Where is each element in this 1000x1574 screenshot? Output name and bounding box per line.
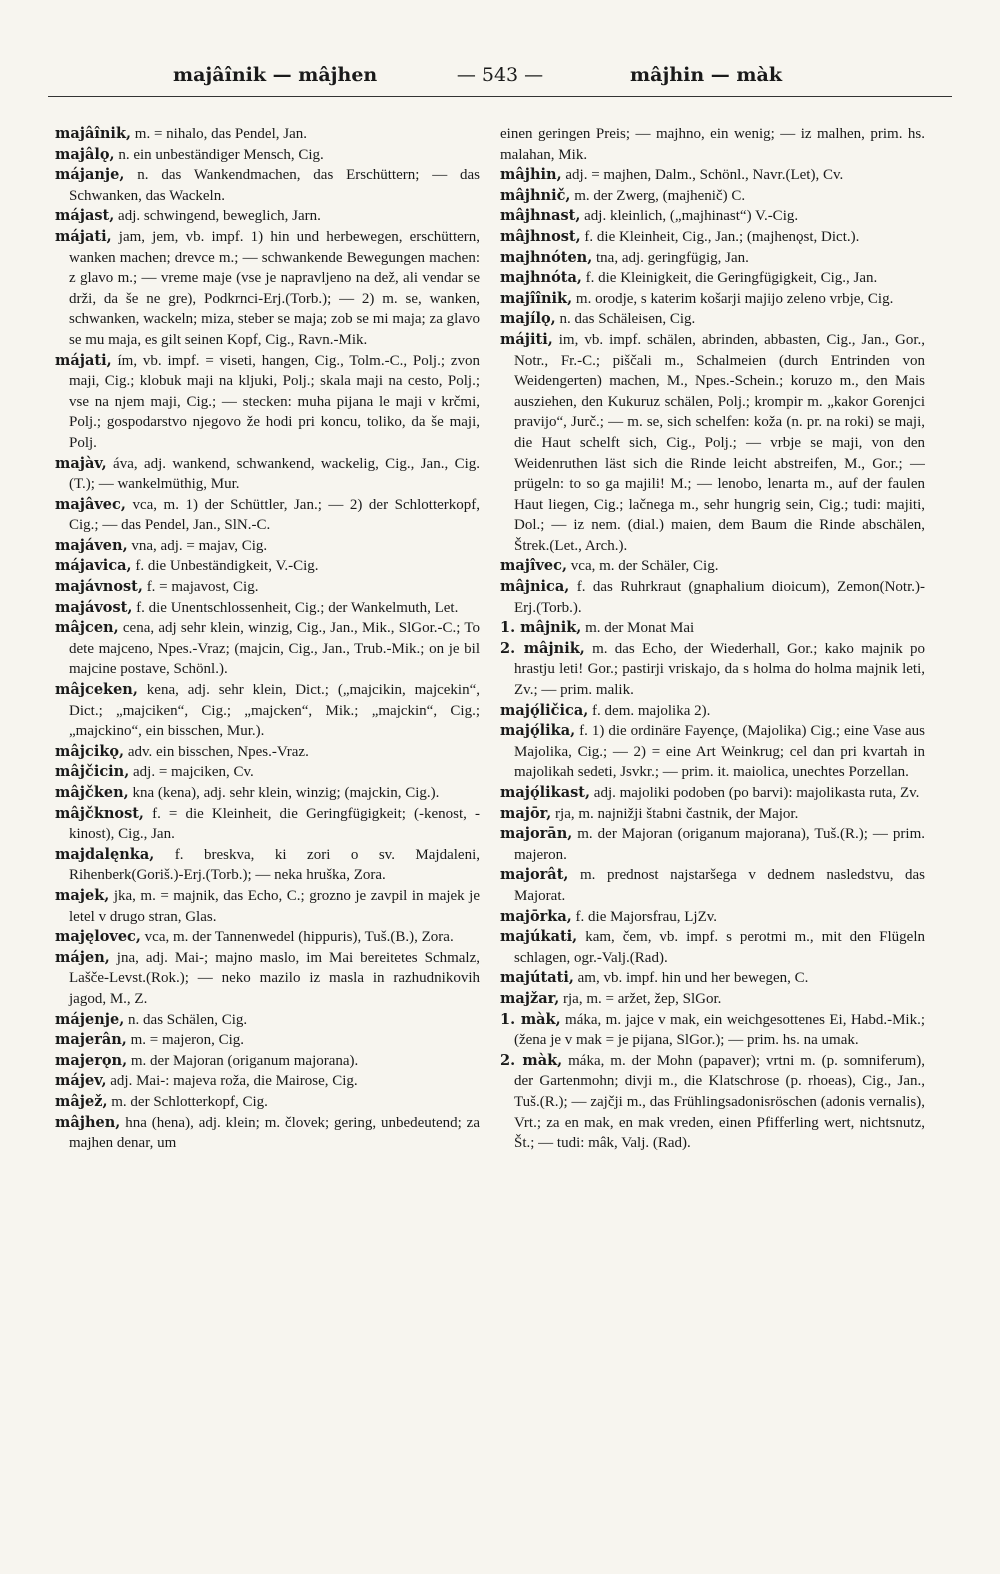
dictionary-entry bbox=[55, 783, 480, 804]
entry-headword: mâjnica, bbox=[500, 578, 570, 596]
entry-definition: rja, m. = aržet, žep, SlGor. bbox=[563, 990, 722, 1007]
dictionary-entry bbox=[55, 804, 480, 845]
entry-headword: majílǫ, bbox=[500, 310, 556, 328]
entry-headword: majávost, bbox=[55, 598, 133, 616]
entry-definition: vca, m. der Schäler, Cig. bbox=[570, 558, 719, 575]
entry-definition: vca, m. der Tannenwedel (hippuris), Tuš.(B.), Zora. bbox=[144, 929, 454, 946]
entry-headword: májati, bbox=[55, 351, 112, 369]
dictionary-entry bbox=[500, 824, 925, 865]
entry-definition: vca, m. 1) der Schüttler, Jan.; — 2) der Schlotterkopf, Cig.; — das Pendel, Jan., SlN.-C. bbox=[69, 496, 480, 534]
entry-definition: jka, m. = majnik, das Echo, C.; grozno je zavpil in majek je letel v drugo stran, Glas. bbox=[69, 887, 480, 925]
entry-headword: mâjčken, bbox=[55, 784, 129, 801]
entry-headword: majàv, bbox=[55, 454, 107, 472]
dictionary-entry bbox=[55, 742, 480, 763]
entry-headword: majek, bbox=[55, 886, 110, 904]
entry-definition: adj. Mai-: majeva roža, die Mairose, Cig. bbox=[110, 1073, 358, 1090]
entry-definition: adj. kleinlich, („majhinast“) V.-Cig. bbox=[584, 208, 799, 225]
entry-headword: mâjcen, bbox=[55, 619, 119, 637]
dictionary-entry bbox=[500, 165, 925, 186]
entry-headword: 1. màk, bbox=[500, 1010, 561, 1028]
entry-definition: m. = nihalo, das Pendel, Jan. bbox=[134, 126, 307, 142]
entry-definition: f. = die Kleinheit, die Geringfügigkeit; (-kenost, -kinost), Cig., Jan. bbox=[69, 805, 480, 843]
dictionary-entry bbox=[55, 145, 480, 166]
entry-headword: majerân, bbox=[55, 1031, 127, 1049]
dictionary-entry bbox=[55, 927, 480, 948]
entry-definition: kna (kena), adj. sehr klein, winzig; (majckin, Cig.). bbox=[132, 785, 440, 801]
entry-headword: mâjež, bbox=[55, 1092, 108, 1110]
entry-definition: f. das Ruhrkraut (gnaphalium dioicum), Zemon(Notr.)-Erj.(Torb.). bbox=[514, 579, 925, 616]
entry-definition: f. die Kleinigkeit, die Geringfügigkeit, Cig., Jan. bbox=[585, 270, 878, 287]
entry-headword: májenje, bbox=[55, 1010, 125, 1028]
entry-definition: ím, vb. impf. = viseti, hangen, Cig., Tolm.-C., Polj.; zvon maji, Cig.; klobuk maji na kljuki, Polj.; skala maji na cesto, Polj.; vse na njem maji, Cig.; — stecken: muha pijana le maji v krčmi, Polj.; gospodarstvo njegovo že hodi pri koncu, toliko, da še maji, Polj. bbox=[69, 352, 480, 451]
entry-headword: majáven, bbox=[55, 536, 128, 554]
dictionary-entry bbox=[500, 783, 925, 804]
entry-definition: adj. = majciken, Cv. bbox=[133, 764, 254, 781]
entry-definition: am, vb. impf. hin und her bewegen, C. bbox=[577, 970, 809, 987]
dictionary-entry bbox=[55, 454, 480, 495]
entry-definition: einen geringen Preis; — majhno, ein wenig; — iz malhen, prim. hs. malahan, Mik. bbox=[500, 126, 925, 163]
dictionary-entry bbox=[55, 577, 480, 598]
entry-headword: mâjcikǫ, bbox=[55, 742, 125, 760]
entry-headword: majávnost, bbox=[55, 578, 143, 596]
entry-definition: f. dem. majolika 2). bbox=[592, 702, 711, 719]
entry-definition: m. der Schlotterkopf, Cig. bbox=[111, 1093, 268, 1110]
dictionary-entry bbox=[500, 927, 925, 968]
entry-headword: majorān, bbox=[500, 825, 573, 843]
entry-definition: n. das Wankendmachen, das Erschüttern; — das Schwanken, das Wackeln. bbox=[69, 167, 480, 204]
dictionary-entry bbox=[500, 227, 925, 248]
entry-headword: majúkati, bbox=[500, 928, 578, 946]
dictionary-entry bbox=[55, 845, 480, 886]
dictionary-entry bbox=[500, 721, 925, 783]
entry-headword: majîînik, bbox=[500, 289, 573, 307]
entry-definition: f. die Unbeständigkeit, V.-Cig. bbox=[135, 558, 319, 575]
entry-definition: adj. = majhen, Dalm., Schönl., Navr.(Let), Cv. bbox=[565, 167, 844, 184]
entry-definition: adv. ein bisschen, Npes.-Vraz. bbox=[127, 743, 309, 760]
entry-definition: m. der Majoran (origanum majorana). bbox=[130, 1052, 359, 1069]
dictionary-entry bbox=[500, 330, 925, 557]
entry-definition: f. 1) die ordinäre Fayençe, (Majolika) Cig.; eine Vase aus Majolika, Cig.; — 2) = eine Art Weinkrug; cel dan pri kvartah in majolikah sedeti, Jsvkr.; — prim. it. maiolica, unechtes Porzellan. bbox=[514, 723, 925, 781]
dictionary-entry bbox=[55, 536, 480, 557]
entry-headword: májati, bbox=[55, 227, 112, 245]
entry-definition: n. ein unbeständiger Mensch, Cig. bbox=[118, 146, 324, 163]
entry-headword: majǫ́lika, bbox=[500, 722, 576, 740]
entry-headword: májev, bbox=[55, 1072, 107, 1090]
entry-headword: májen, bbox=[55, 948, 110, 966]
dictionary-entry bbox=[500, 556, 925, 577]
entry-definition: im, vb. impf. schälen, abrinden, abbasten, Cig., Jan., Gor., Notr., Fr.-C.; piščali m., Schalmeien (durch Entrinden von Weidengerten) machen, M., Npes.-Schein.; koruzo m., den Mais ausziehen, den Kukuruz schälen, Polj.; krompir m. „kakor Gorenjci pravijo“, Jurč.; — m. se, sich schelfen: koža (n. pr. na roki) se maji, die Haut schelft sich, Cig., Polj.; — vrbje se maji, von den Weidenruthen läst sich die Rinde leicht abstreifen, M., Gor.; — prügeln: to so ga majili! M.; — lenobo, lenarta m., auf der faulen Haut liegen, Cig.; lačnega m., sehr hungrig sein, Cig.; tudi: majiti, Dol.; — iz nem. (dial.) maien, dem Baum die Rinde abschälen, Štrek.(Let., Arch.). bbox=[514, 331, 925, 554]
running-header bbox=[48, 62, 952, 97]
entry-headword: májavica, bbox=[55, 557, 132, 575]
dictionary-entry bbox=[500, 206, 925, 227]
dictionary-entry bbox=[55, 680, 480, 742]
dictionary-entry bbox=[55, 948, 480, 1010]
entry-definition: vna, adj. = majav, Cig. bbox=[131, 537, 268, 554]
dictionary-entry bbox=[500, 989, 925, 1010]
entry-definition: kam, čem, vb. impf. s perotmi m., mit den Flügeln schlagen, ogr.-Valj.(Rad). bbox=[514, 929, 925, 966]
entry-headword: májast, bbox=[55, 207, 115, 225]
entry-definition: f. breskva, ki zori o sv. Majdaleni, Rihenberk(Goriš.)-Erj.(Torb.); — neka hruška, Zora. bbox=[69, 846, 480, 884]
entry-headword: 1. mâjnik, bbox=[500, 619, 582, 637]
dictionary-entry bbox=[55, 556, 480, 577]
entry-definition: m. der Monat Mai bbox=[585, 620, 695, 637]
dictionary-entry bbox=[55, 1010, 480, 1031]
entry-headword: majîvec, bbox=[500, 557, 568, 575]
entry-definition: jna, adj. Mai-; majno maslo, im Mai bereitetes Schmalz, Lašče-Levst.(Rok.); — neko mazilo iz masla in razhudnikovih jagod, M., Z. bbox=[69, 949, 480, 1007]
entry-headword: majorât, bbox=[500, 866, 569, 884]
dictionary-entry bbox=[500, 865, 925, 906]
entry-definition: f. die Unentschlossenheit, Cig.; der Wankelmuth, Let. bbox=[136, 599, 459, 616]
dictionary-entry bbox=[55, 124, 480, 145]
header-left-guide-words: majâînik — mâjhen bbox=[173, 64, 378, 86]
dictionary-entry bbox=[55, 495, 480, 536]
dictionary-entry bbox=[500, 268, 925, 289]
dictionary-entry bbox=[55, 886, 480, 927]
entry-headword: májiti, bbox=[500, 330, 553, 348]
entry-definition: n. das Schäleisen, Cig. bbox=[559, 311, 696, 328]
dictionary-entry bbox=[55, 618, 480, 680]
dictionary-entry bbox=[55, 351, 480, 454]
entry-headword: mâjhin, bbox=[500, 166, 562, 184]
entry-headword: majerǫn, bbox=[55, 1051, 128, 1069]
dictionary-entry bbox=[500, 618, 925, 639]
dictionary-entry bbox=[500, 701, 925, 722]
entry-headword: mâjceken, bbox=[55, 681, 138, 699]
entry-headword: majdalęnka, bbox=[55, 845, 155, 863]
dictionary-entry bbox=[500, 124, 925, 165]
entry-headword: majâînik, bbox=[55, 125, 132, 142]
right-column bbox=[500, 124, 925, 1544]
entry-headword: mâjčknost, bbox=[55, 804, 144, 822]
entry-headword: mâjčicin, bbox=[55, 763, 130, 781]
entry-definition: m. orodje, s katerim košarji majijo zeleno vrbje, Cig. bbox=[575, 290, 894, 307]
entry-definition: tna, adj. geringfügig, Jan. bbox=[596, 249, 749, 266]
entry-definition: m. der Zwerg, (majhenič) C. bbox=[574, 187, 746, 204]
dictionary-entry bbox=[55, 1092, 480, 1113]
dictionary-entry bbox=[55, 1113, 480, 1154]
entry-definition: m. = majeron, Cig. bbox=[130, 1032, 245, 1049]
entry-headword: májanje, bbox=[55, 166, 125, 184]
dictionary-entry bbox=[55, 1030, 480, 1051]
entry-definition: f. die Majorsfrau, LjZv. bbox=[575, 908, 718, 925]
entry-definition: m. der Majoran (origanum majorana), Tuš.(R.); — prim. majeron. bbox=[514, 826, 925, 863]
entry-headword: majōrka, bbox=[500, 907, 572, 925]
dictionary-entry bbox=[500, 289, 925, 310]
entry-definition: f. die Kleinheit, Cig., Jan.; (majhenǫst, Dict.). bbox=[584, 228, 860, 245]
entry-headword: majǫ́ličica, bbox=[500, 701, 589, 719]
entry-headword: majžar, bbox=[500, 989, 560, 1007]
entry-headword: majútati, bbox=[500, 969, 574, 987]
dictionary-entry bbox=[55, 762, 480, 783]
dictionary-entry bbox=[55, 598, 480, 619]
dictionary-entry bbox=[55, 206, 480, 227]
entry-headword: 2. màk, bbox=[500, 1051, 563, 1069]
entry-headword: mâjhnost, bbox=[500, 227, 581, 245]
dictionary-entry bbox=[55, 165, 480, 206]
dictionary-entry bbox=[55, 1051, 480, 1072]
dictionary-entry bbox=[500, 804, 925, 825]
entry-headword: majhnóten, bbox=[500, 248, 593, 266]
entry-definition: jam, jem, vb. impf. 1) hin und herbewegen, erschüttern, wanken machen; drevce m.; — schwankende Bewegungen machen: z glavo m.; — vreme maje (vse je napravljeno na dež, ali vendar se drži, da še ne gre), Podkrnci-Erj.(Torb.); — 2) m. se, wanken, schwanken, wackeln; miza, steber se maja; zob se mi maja; za glavo se mu maja, es gilt seinen Kopf, Cig., Ravn.-Mik. bbox=[69, 228, 480, 348]
entry-definition: kena, adj. sehr klein, Dict.; („majcikin, majcekin“, Dict.; „majciken“, Cig.; „majcken“, Mik.; „majckin“, Cig.; „majckino“, ein bisschen, Mur.). bbox=[69, 682, 480, 740]
dictionary-entry bbox=[500, 1010, 925, 1051]
entry-definition: m. das Echo, der Wiederhall, Gor.; kako majnik po hrastju leti! Gor.; pastirji vriskajo, da s holma do holma majnik leti, Zv.; — prim. malik. bbox=[514, 640, 925, 699]
entry-definition: f. = majavost, Cig. bbox=[146, 579, 259, 596]
entry-headword: majęlovec, bbox=[55, 928, 141, 946]
page-number: — 543 — bbox=[456, 64, 544, 86]
entry-definition: máka, m. der Mohn (papaver); vrtni m. (p. somniferum), der Gartenmohn; divji m., die Klatschrose (p. rhoeas), Cig., Jan., Tuš.(R.); — zajčji m., das Frühlingsadonisröschen (adonis vernalis), Vrt.; za en mak, en mak vreden, einen Pfifferling wert, nichtsnutz, Št.; — tudi: mâk, Valj. (Rad). bbox=[514, 1052, 925, 1152]
entry-definition: rja, m. najnižji štabni častnik, der Major. bbox=[555, 805, 799, 822]
left-column bbox=[55, 124, 480, 1544]
dictionary-entry bbox=[500, 309, 925, 330]
entry-definition: cena, adj sehr klein, winzig, Cig., Jan., Mik., SlGor.-C.; To dete majceno, Npes.-Vraz; (majcin, Cig., Jan., Trub.-Mik.; on je bil majcine postave, Schönl.). bbox=[69, 620, 480, 678]
dictionary-entry bbox=[500, 639, 925, 701]
entry-definition: adj. schwingend, beweglich, Jarn. bbox=[118, 208, 321, 225]
entry-headword: majâlǫ, bbox=[55, 145, 115, 163]
header-right-guide-words: mâjhin — màk bbox=[630, 64, 782, 86]
entry-headword: majâvec, bbox=[55, 495, 126, 513]
entry-headword: mâjhnast, bbox=[500, 207, 581, 225]
dictionary-entry bbox=[500, 186, 925, 207]
entry-definition: máka, m. jajce v mak, ein weichgesottenes Ei, Habd.-Mik.; (žena je v mak = je pijana, SlGor.); — prim. hs. na umak. bbox=[514, 1011, 925, 1049]
dictionary-entry bbox=[500, 1051, 925, 1154]
entry-headword: majhnóta, bbox=[500, 269, 582, 287]
entry-definition: n. das Schälen, Cig. bbox=[128, 1011, 248, 1028]
entry-definition: hna (hena), adj. klein; m. človek; gering, unbedeutend; za majhen denar, um bbox=[69, 1114, 480, 1152]
dictionary-entry bbox=[500, 248, 925, 269]
entry-headword: majǫ́likast, bbox=[500, 784, 591, 801]
entry-definition: adj. majoliki podoben (po barvi): majolikasta ruta, Zv. bbox=[593, 785, 920, 801]
entry-headword: 2. mâjnik, bbox=[500, 639, 585, 657]
dictionary-entry bbox=[500, 907, 925, 928]
entry-headword: majōr, bbox=[500, 804, 552, 822]
dictionary-entry bbox=[55, 227, 480, 351]
entry-definition: m. prednost najstaršega v dednem nasledstvu, das Majorat. bbox=[514, 867, 925, 904]
dictionary-entry bbox=[55, 1071, 480, 1092]
entry-headword: mâjhen, bbox=[55, 1113, 121, 1131]
dictionary-entry bbox=[500, 577, 925, 618]
entry-definition: áva, adj. wankend, schwankend, wackelig, Cig., Jan., Cig.(T.); — wankelmüthig, Mur. bbox=[69, 455, 480, 493]
dictionary-entry bbox=[500, 968, 925, 989]
entry-headword: mâjhnič, bbox=[500, 186, 571, 204]
